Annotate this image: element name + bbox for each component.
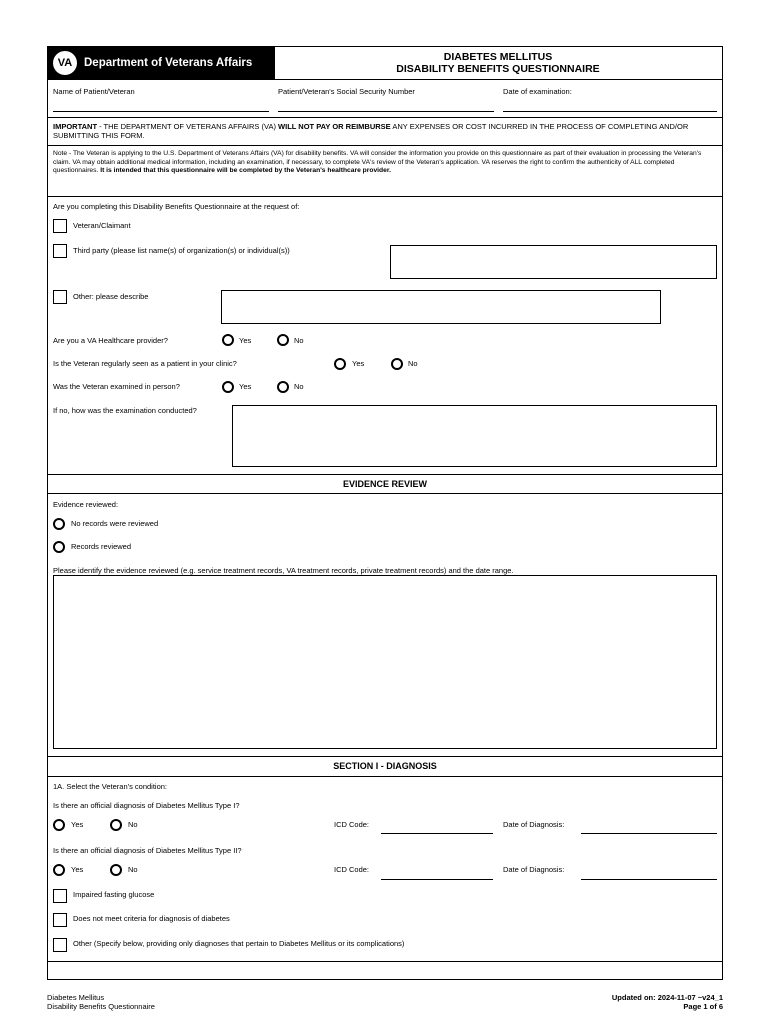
yes-label: Yes xyxy=(71,865,84,874)
name-field[interactable] xyxy=(53,111,269,112)
type1-no-radio[interactable] xyxy=(110,819,122,831)
rule xyxy=(48,145,722,146)
third-party-checkbox[interactable] xyxy=(53,244,67,258)
note-bold: It is intended that this questionnaire will be completed by the Veteran's healthcare provider. xyxy=(100,167,391,174)
no-criteria-label: Does not meet criteria for diagnosis of diabetes xyxy=(73,914,230,923)
veteran-claimant-checkbox[interactable] xyxy=(53,219,67,233)
other-textbox[interactable] xyxy=(221,290,661,324)
exam-method-textbox[interactable] xyxy=(232,405,717,467)
third-party-label: Third party (please list name(s) of organization(s) or individual(s)) xyxy=(73,246,290,255)
note-text xyxy=(53,150,715,176)
exam-method-question: If no, how was the examination conducted? xyxy=(53,406,197,415)
rule xyxy=(48,756,722,757)
rule xyxy=(48,961,722,962)
type2-question: Is there an official diagnosis of Diabetes Mellitus Type II? xyxy=(53,846,242,855)
important-text1: - THE DEPARTMENT OF VETERANS AFFAIRS (VA) xyxy=(97,122,279,131)
type2-date-label: Date of Diagnosis: xyxy=(503,865,565,874)
clinic-patient-no-radio[interactable] xyxy=(391,358,403,370)
records-reviewed-label: Records reviewed xyxy=(71,542,132,551)
important-text2: ANY EXPENSES OR COST INCURRED IN THE PROCESS OF COMPLETING AND/OR SUBMITTING THIS FORM. xyxy=(53,122,689,140)
veteran-claimant-label: Veteran/Claimant xyxy=(73,221,131,230)
type2-date-field[interactable] xyxy=(581,879,717,880)
exam-date-label: Date of examination: xyxy=(503,87,572,96)
evidence-identify-label: Please identify the evidence reviewed (e.g. service treatment records, VA treatment records, private treatment records) and the date range. xyxy=(53,566,514,575)
in-person-no-radio[interactable] xyxy=(277,381,289,393)
type2-no-radio[interactable] xyxy=(110,864,122,876)
clinic-patient-yes-radio[interactable] xyxy=(334,358,346,370)
footer-page-number: Page 1 of 6 xyxy=(683,1002,723,1011)
rule xyxy=(48,196,722,197)
no-label: No xyxy=(128,865,138,874)
third-party-textbox[interactable] xyxy=(390,245,717,279)
yes-label: Yes xyxy=(352,359,365,368)
yes-label: Yes xyxy=(239,382,252,391)
form-frame xyxy=(47,46,723,980)
agency-name: Department of Veterans Affairs xyxy=(84,57,253,69)
va-provider-question: Are you a VA Healthcare provider? xyxy=(53,336,168,345)
type1-question: Is there an official diagnosis of Diabetes Mellitus Type I? xyxy=(53,801,240,810)
other-diagnosis-label: Other (Specify below, providing only diagnoses that pertain to Diabetes Mellitus or its complications) xyxy=(73,939,405,948)
type1-icd-field[interactable] xyxy=(381,833,493,834)
type2-icd-field[interactable] xyxy=(381,879,493,880)
yes-label: Yes xyxy=(239,336,252,345)
va-logo: VA xyxy=(53,51,77,75)
no-label: No xyxy=(294,382,304,391)
name-label: Name of Patient/Veteran xyxy=(53,87,135,96)
footer-updated: Updated on: 2024-11-07 ~v24_1 xyxy=(611,993,723,1002)
no-criteria-checkbox[interactable] xyxy=(53,913,67,927)
evidence-reviewed-label: Evidence reviewed: xyxy=(53,500,119,509)
other-label: Other: please describe xyxy=(73,292,149,301)
type1-date-label: Date of Diagnosis: xyxy=(503,820,565,829)
form-title-line2: DISABILITY BENEFITS QUESTIONNAIRE xyxy=(396,63,600,75)
impaired-glucose-checkbox[interactable] xyxy=(53,889,67,903)
form-title-line1: DIABETES MELLITUS xyxy=(443,51,553,63)
va-provider-no-radio[interactable] xyxy=(277,334,289,346)
type1-date-field[interactable] xyxy=(581,833,717,834)
no-label: No xyxy=(294,336,304,345)
impaired-glucose-label: Impaired fasting glucose xyxy=(73,890,155,899)
type1-icd-label: ICD Code: xyxy=(334,820,370,829)
rule xyxy=(48,776,722,777)
va-provider-yes-radio[interactable] xyxy=(222,334,234,346)
type2-yes-radio[interactable] xyxy=(53,864,65,876)
note-body: Note - The Veteran is applying to the U.S. Department of Veterans Affairs (VA) for disability benefits. VA will consider the information you provide on this questionnaire as part of their evaluation in processing the Veteran's claim. VA may obtain additional medical information, including an examination, if necessary, to complete VA's review of the Veteran's application. VA reserves the right to confirm the authenticity of ALL completed questionnaires. xyxy=(53,150,702,174)
rule xyxy=(48,474,722,475)
other-checkbox[interactable] xyxy=(53,290,67,304)
type2-icd-label: ICD Code: xyxy=(334,865,370,874)
no-label: No xyxy=(408,359,418,368)
in-person-yes-radio[interactable] xyxy=(222,381,234,393)
important-prefix: IMPORTANT xyxy=(53,122,98,131)
exam-date-field[interactable] xyxy=(503,111,717,112)
type1-yes-radio[interactable] xyxy=(53,819,65,831)
records-reviewed-radio[interactable] xyxy=(53,541,65,553)
evidence-review-title: EVIDENCE REVIEW xyxy=(342,479,427,489)
no-label: No xyxy=(128,820,138,829)
no-records-label: No records were reviewed xyxy=(71,519,159,528)
header-bottom-rule xyxy=(48,79,722,80)
footer-form-name: Diabetes Mellitus xyxy=(47,993,105,1002)
ssn-field[interactable] xyxy=(278,111,494,112)
evidence-textbox[interactable] xyxy=(53,575,717,749)
no-records-radio[interactable] xyxy=(53,518,65,530)
footer-form-subtitle: Disability Benefits Questionnaire xyxy=(47,1002,155,1011)
important-notice xyxy=(53,122,715,140)
request-question: Are you completing this Disability Benefits Questionnaire at the request of: xyxy=(53,202,300,211)
diagnosis-section-title: SECTION I - DIAGNOSIS xyxy=(333,761,437,771)
important-bold: WILL NOT PAY OR REIMBURSE xyxy=(278,122,391,131)
in-person-question: Was the Veteran examined in person? xyxy=(53,382,180,391)
yes-label: Yes xyxy=(71,820,84,829)
other-diagnosis-checkbox[interactable] xyxy=(53,938,67,952)
ssn-label: Patient/Veteran's Social Security Number xyxy=(278,87,415,96)
rule xyxy=(48,117,722,118)
rule xyxy=(48,493,722,494)
clinic-patient-question: Is the Veteran regularly seen as a patient in your clinic? xyxy=(53,359,237,368)
select-condition-label: 1A. Select the Veteran's condition: xyxy=(53,782,168,791)
